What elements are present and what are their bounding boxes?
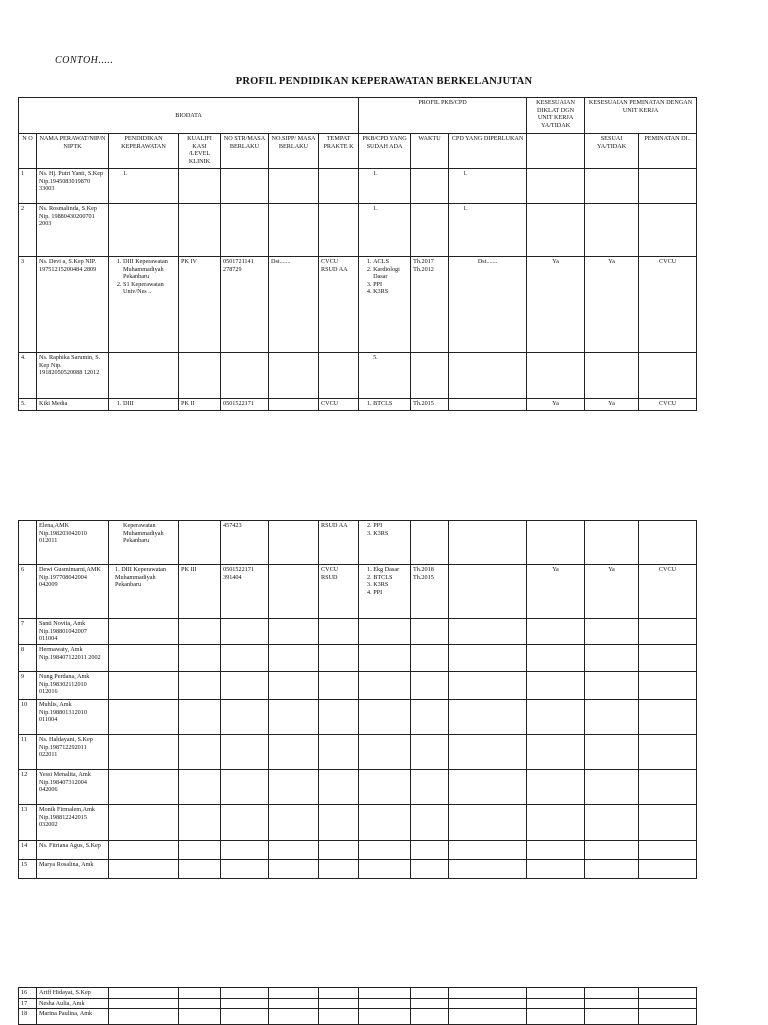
table-row: 10 Muhlis, Amk Nip.198801312010 011004 bbox=[19, 700, 697, 735]
col-sesuai: SESUAI YA/TIDAK bbox=[585, 134, 639, 169]
table-row: Elena,AMK Nip.198203042010 012011 Keperawatan Muhammadiyah Pekanbaru 457423 RSUD AA 2. PPI 3. K3RS bbox=[19, 521, 697, 565]
table-row: 8 Hermawaty, Amk Nip.198407122011 2002 bbox=[19, 645, 697, 672]
col-kesesuaian-blank bbox=[527, 134, 585, 169]
col-peminatan-di: PEMINATAN DI.. bbox=[639, 134, 697, 169]
document-title: PROFIL PENDIDIKAN KEPERAWATAN BERKELANJUTAN bbox=[235, 76, 533, 87]
col-str: NO STR/MASA BERLAKU bbox=[221, 134, 269, 169]
table-row: 18 Marina Paulina, Amk bbox=[19, 1009, 697, 1025]
table-row: 7 Santi Novita, Amk Nip.198801042007 011004 bbox=[19, 619, 697, 645]
col-tempat: TEMPAT PRAKTE K bbox=[319, 134, 359, 169]
header-peminatan: KESESUAIAN PEMINATAN DENGAN UNIT KERJA bbox=[585, 98, 697, 134]
table-row: 3 Ns. Devi a, S.Kep NIP. 19751215200484 2809 1. DIII Keperawatan Muhammadiyah Pekanbaru 2. S1 Keperawatan Univ/Nes .. PK IV 0501721141 278729 Dst....... CVCU RSUD AA 1. ACLS 2. Kardiologi Dasar 3. PPI 4. K3RS Th.2017 Th.2012 Dst....... Ya Ya CVCU bbox=[19, 257, 697, 353]
table-row: 13 Monik Firmalem,Amk Nip.198812242015 032002 bbox=[19, 805, 697, 841]
table-row: 9 Nung Perdana, Amk Nip.198302112010 012016 bbox=[19, 672, 697, 700]
col-no: N O bbox=[19, 134, 37, 169]
table-row: 16 Ariff Hidayat, S.Kep bbox=[19, 988, 697, 999]
col-waktu: WAKTU bbox=[411, 134, 449, 169]
col-sipp: NO.SIPP/ MASA BERLAKU bbox=[269, 134, 319, 169]
header-biodata: BIODATA bbox=[19, 98, 359, 134]
table-row: 14 Ns. Fitriana Agus, S.Kep bbox=[19, 841, 697, 860]
header-profil: PROFIL PKB/CPD bbox=[359, 98, 527, 134]
col-pendidikan: PENDIDIKAN KEPERAWATAN bbox=[109, 134, 179, 169]
table-row: 12 Yessi Menalita, Amk Nip.198407312004 042006 bbox=[19, 770, 697, 805]
profile-table-middle bbox=[18, 520, 697, 879]
table-row: 2 Ns. Rosmalinda, S.Kep Nip. 19880430200701 2003 1. 1. bbox=[19, 204, 697, 257]
col-pkb: PKB/CPD YANG SUDAH ADA bbox=[359, 134, 411, 169]
table-row: 15 Marya Rosalina, Amk bbox=[19, 860, 697, 879]
profile-table-bottom bbox=[18, 987, 697, 1025]
example-label: CONTOH..... bbox=[55, 55, 114, 66]
table-row: 5. Kiki Media 1. DIII PK II 0501522171 CVCU 1. BTCLS Th.2015 Ya Ya CVCU bbox=[19, 399, 697, 411]
col-cpd: CPD YANG DIPERLUKAN bbox=[449, 134, 527, 169]
profile-table-top bbox=[18, 97, 697, 411]
header-kesesuaian: KESESUAIAN DIKLAT DGN UNIT KERJA YA/TIDAK bbox=[527, 98, 585, 134]
col-kualifikasi: KUALIFI KASI /LEVEL KLINIK bbox=[179, 134, 221, 169]
col-nama: NAMA PERAWAT/NIP/N NIPTK bbox=[37, 134, 109, 169]
table-row: 17 Nesha Aulia, Amk bbox=[19, 998, 697, 1009]
table-row: 6 Dewi Gusmimarni,AMK Nip.197708042004 042009 1. DIII Keperawatan Muhammadiyah Pekanbaru PK III 0501522171 391404 CVCU RSUD 1. Ekg Dasar 2. BTCLS 3. K3RS 4. PPI Th.2018 Th.2015 Ya Ya CVCU bbox=[19, 565, 697, 619]
table-row: 1 Ns. Hj. Putri Yanti, S.Kep Nip.1945083019870 33003 1. 1. 1. bbox=[19, 169, 697, 204]
table-row: 11 Ns. Haldayani, S.Kep Nip.198712292011 022011 bbox=[19, 735, 697, 770]
table-row: 4. Ns. Raphika Sarumin, S. Kep Nip. 19182050520088 12012 5. bbox=[19, 353, 697, 399]
